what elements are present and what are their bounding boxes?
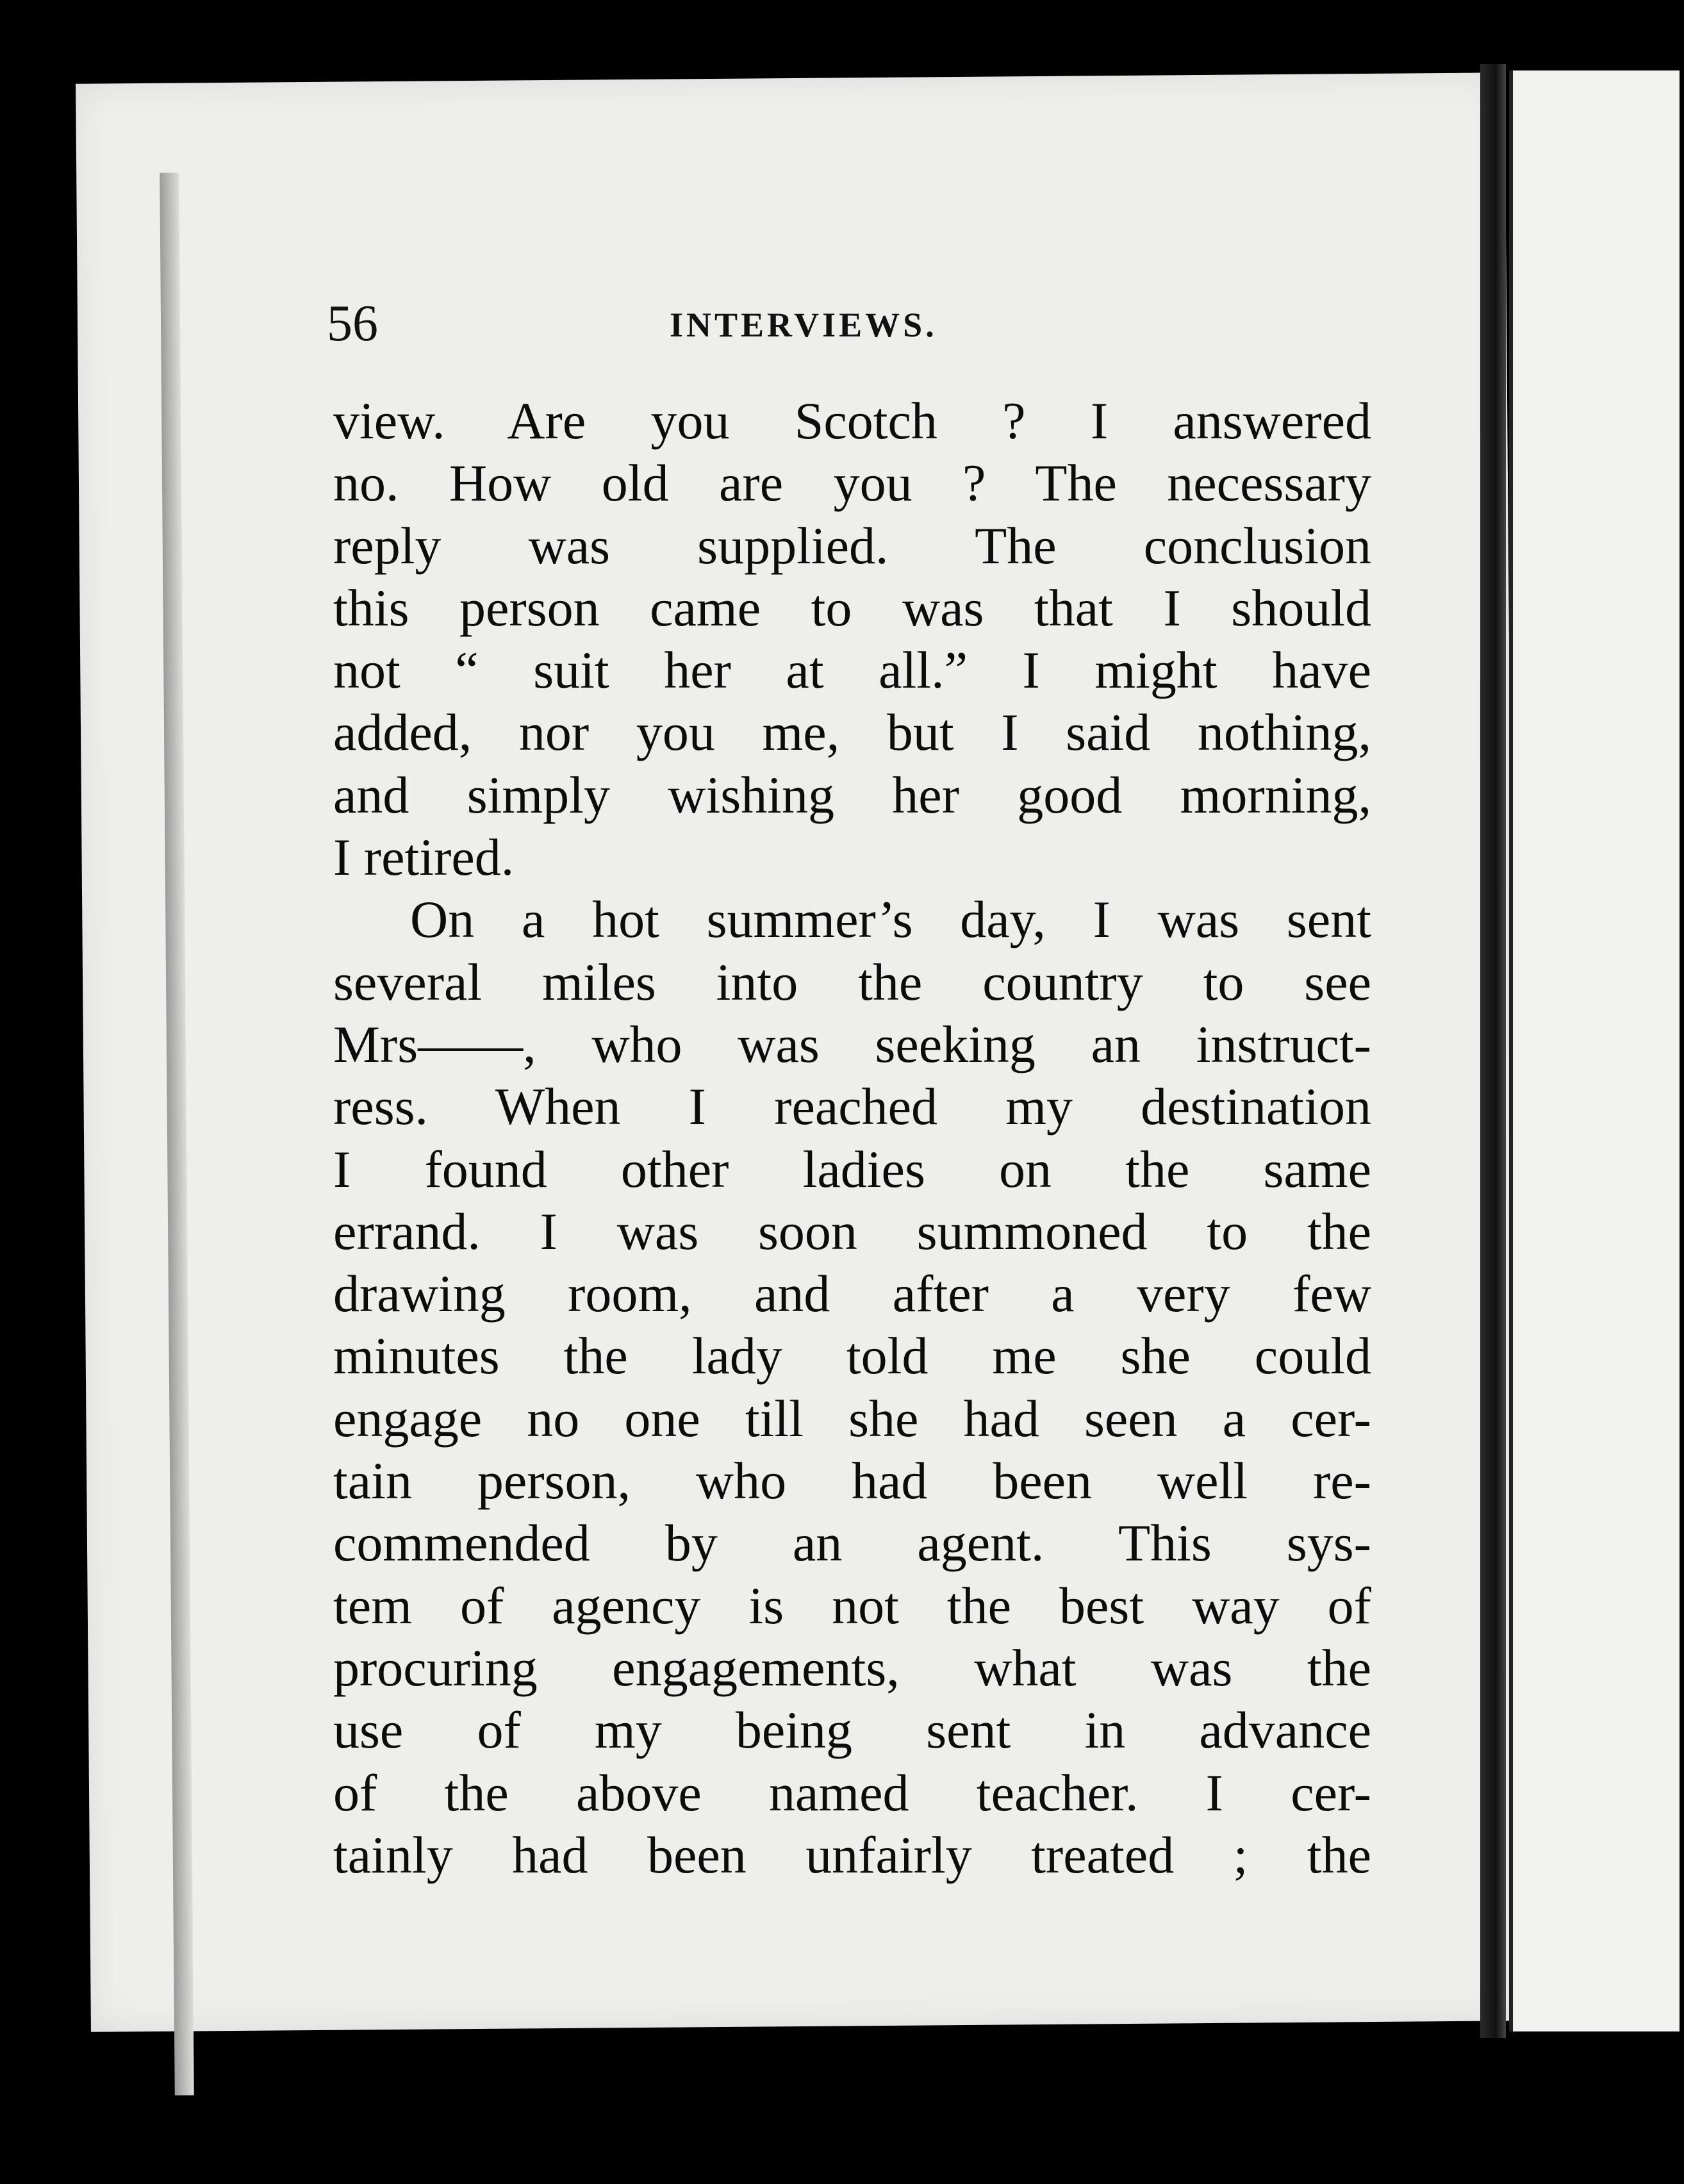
text-line: drawing room, and after a very few [333, 1264, 1371, 1323]
text-line: view. Are you Scotch ? I answered [333, 392, 1371, 450]
text-line: use of my being sent in advance [333, 1701, 1371, 1760]
text-line: On a hot summer’s day, I was sent [410, 890, 1371, 949]
text-line: I retired. [333, 828, 515, 887]
text-line: this person came to was that I should [333, 578, 1371, 637]
body-text [333, 390, 1371, 1886]
text-line: tain person, who had been well re- [333, 1452, 1371, 1510]
text-line: ress. When I reached my destination [333, 1077, 1371, 1136]
book-gutter [1480, 64, 1506, 2038]
text-line: commended by an agent. This sys- [333, 1514, 1371, 1573]
text-line: not “ suit her at all.” I might have [333, 641, 1371, 700]
page-edge [160, 173, 194, 2096]
running-title: INTERVIEWS. [670, 306, 937, 344]
text-line: no. How old are you ? The necessary [333, 454, 1371, 513]
text-line: and simply wishing her good morning, [333, 765, 1371, 824]
text-line: tainly had been unfairly treated ; the [333, 1825, 1371, 1884]
page-number: 56 [327, 295, 378, 352]
text-line: I found other ladies on the same [333, 1139, 1371, 1198]
text-line: errand. I was soon summoned to the [333, 1202, 1371, 1261]
text-line: engage no one till she had seen a cer- [333, 1389, 1371, 1448]
text-line: several miles into the country to see [333, 952, 1371, 1011]
text-line: Mrs——, who was seeking an instruct- [333, 1014, 1371, 1073]
running-head [244, 288, 987, 359]
text-line: reply was supplied. The conclusion [333, 516, 1371, 575]
text-line: added, nor you me, but I said nothing, [333, 703, 1371, 762]
text-line: procuring engagements, what was the [333, 1638, 1371, 1697]
text-line: of the above named teacher. I cer- [333, 1763, 1371, 1822]
text-line: minutes the lady told me she could [333, 1327, 1371, 1386]
text-line: tem of agency is not the best way of [333, 1576, 1371, 1635]
facing-page-edge [1509, 70, 1680, 2031]
